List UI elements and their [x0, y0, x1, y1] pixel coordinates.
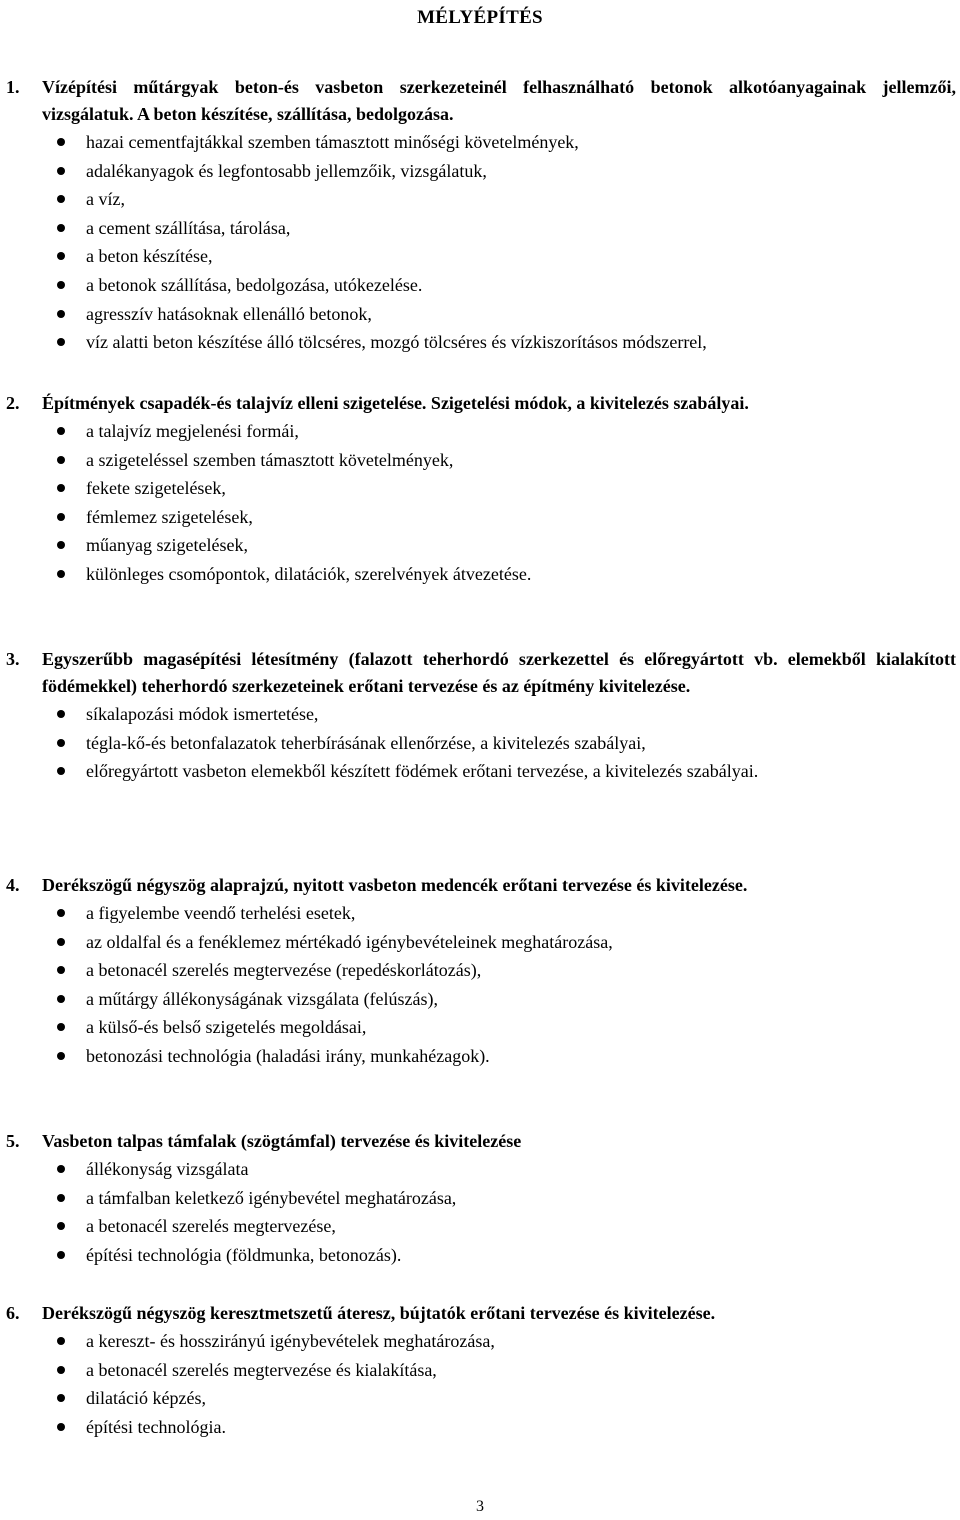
section-4: [6, 872, 956, 1071]
bullet-list: [6, 1155, 956, 1269]
page-number: 3: [476, 1498, 484, 1515]
list-item-text: az oldalfal és a fenéklemez mértékadó igénybevételeinek meghatározása,: [86, 931, 613, 952]
section-heading: [6, 872, 956, 899]
bullet-list: [6, 417, 956, 589]
bullet-icon: [57, 1165, 65, 1173]
bullet-list: [6, 700, 956, 786]
section-heading-text: Derékszögű négyszög keresztmetszetű áteresz, bújtatók erőtani tervezése és kivitelezése.: [42, 1303, 716, 1323]
bullet-icon: [57, 252, 65, 260]
list-item: [6, 1155, 956, 1184]
list-item-text: a műtárgy állékonyságának vizsgálata (felúszás),: [86, 988, 439, 1009]
list-item: [6, 1356, 956, 1385]
list-item: [6, 417, 956, 446]
bullet-icon: [57, 281, 65, 289]
list-item-text: agresszív hatásoknak ellenálló betonok,: [86, 303, 372, 324]
list-item: [6, 956, 956, 985]
bullet-list: [6, 128, 956, 357]
page-title: MÉLYÉPÍTÉS: [417, 7, 543, 28]
bullet-icon: [57, 338, 65, 346]
list-item-text: tégla-kő-és betonfalazatok teherbírásának ellenőrzése, a kivitelezés szabályai,: [86, 732, 646, 753]
list-item: [6, 446, 956, 475]
bullet-icon: [57, 767, 65, 775]
list-item: [6, 185, 956, 214]
list-item: [6, 242, 956, 271]
list-item-text: a külső-és belső szigetelés megoldásai,: [86, 1017, 367, 1038]
bullet-icon: [57, 167, 65, 175]
list-item: [6, 985, 956, 1014]
bullet-icon: [57, 995, 65, 1003]
list-item-text: a kereszt- és hosszirányú igénybevételek meghatározása,: [86, 1331, 495, 1351]
bullet-icon: [57, 1423, 65, 1431]
list-item-text: dilatáció képzés,: [86, 1388, 206, 1409]
bullet-icon: [57, 1337, 65, 1345]
list-item: [6, 899, 956, 928]
bullet-icon: [57, 938, 65, 946]
list-item-text: betonozási technológia (haladási irány, munkahézagok).: [86, 1045, 490, 1066]
bullet-list: [6, 899, 956, 1071]
list-item-text: síkalapozási módok ismertetése,: [86, 704, 319, 724]
list-item: [6, 928, 956, 957]
list-item: [6, 1013, 956, 1042]
section-heading: [6, 1300, 956, 1327]
bullet-icon: [57, 739, 65, 747]
bullet-icon: [57, 1394, 65, 1402]
section-5: [6, 1128, 956, 1269]
list-item-text: a beton készítése,: [86, 246, 213, 267]
list-item-text: építési technológia (földmunka, betonozás).: [86, 1244, 402, 1265]
list-item-text: a betonacél szerelés megtervezése és kialakítása,: [86, 1359, 437, 1380]
bullet-icon: [57, 1251, 65, 1259]
list-item: [6, 503, 956, 532]
list-item-text: a cement szállítása, tárolása,: [86, 217, 291, 238]
bullet-icon: [57, 456, 65, 464]
section-heading-text: Derékszögű négyszög alaprajzú, nyitott vasbeton medencék erőtani tervezése és kivitelezése.: [42, 875, 748, 895]
bullet-icon: [57, 710, 65, 718]
list-item-text: a betonacél szerelés megtervezése,: [86, 1216, 336, 1237]
section-number: 6.: [6, 1303, 20, 1323]
list-item-text: hazai cementfajtákkal szemben támasztott minőségi követelmények,: [86, 132, 579, 152]
list-item: [6, 271, 956, 300]
list-item: [6, 214, 956, 243]
list-item: [6, 757, 956, 786]
bullet-icon: [57, 1023, 65, 1031]
list-item-text: műanyag szigetelések,: [86, 535, 248, 556]
bullet-icon: [57, 1052, 65, 1060]
list-item: [6, 1241, 956, 1270]
list-item: [6, 300, 956, 329]
list-item-text: a figyelembe veendő terhelési esetek,: [86, 903, 356, 923]
section-number: 1.: [6, 77, 20, 97]
list-item-text: a betonok szállítása, bedolgozása, utókezelése.: [86, 274, 423, 295]
section-number: 3.: [6, 649, 20, 669]
section-6: [6, 1300, 956, 1441]
list-item: [6, 1384, 956, 1413]
list-item: [6, 729, 956, 758]
list-item-text: a talajvíz megjelenési formái,: [86, 421, 299, 441]
bullet-icon: [57, 1222, 65, 1230]
bullet-icon: [57, 224, 65, 232]
list-item-text: fekete szigetelések,: [86, 478, 226, 499]
section-2: [6, 390, 956, 589]
list-item: [6, 157, 956, 186]
bullet-icon: [57, 484, 65, 492]
section-heading: [6, 390, 956, 417]
section-heading-text: Vasbeton talpas támfalak (szögtámfal) tervezése és kivitelezése: [42, 1131, 522, 1151]
list-item: [6, 560, 956, 589]
section-heading-text: Vízépítési műtárgyak beton-és vasbeton szerkezeteinél felhasználható betonok alkotóanyagainak jellemzői, vizsgálatuk. A beton készítése, szállítása, bedolgozása.: [42, 77, 956, 124]
list-item-text: a szigeteléssel szemben támasztott követelmények,: [86, 449, 454, 470]
section-heading-text: Építmények csapadék-és talajvíz elleni szigetelése. Szigetelési módok, a kivitelezés szabályai.: [42, 393, 749, 413]
list-item: [6, 1184, 956, 1213]
list-item: [6, 700, 956, 729]
bullet-icon: [57, 541, 65, 549]
list-item-text: állékonyság vizsgálata: [86, 1159, 249, 1179]
bullet-icon: [57, 1366, 65, 1374]
bullet-icon: [57, 909, 65, 917]
list-item: [6, 531, 956, 560]
bullet-icon: [57, 427, 65, 435]
bullet-icon: [57, 1194, 65, 1202]
section-1: [6, 74, 956, 357]
section-heading-text: Egyszerűbb magasépítési létesítmény (falazott teherhordó szerkezettel és előregyártott vb. elemekből kialakított födémekkel) teherhordó szerkezeteinek erőtani tervezése és az építmény kivitelezése.: [42, 649, 956, 696]
list-item: [6, 1212, 956, 1241]
list-item-text: adalékanyagok és legfontosabb jellemzőik, vizsgálatuk,: [86, 160, 487, 181]
list-item: [6, 328, 956, 357]
section-3: [6, 646, 956, 786]
bullet-icon: [57, 195, 65, 203]
list-item-text: víz alatti beton készítése álló tölcséres, mozgó tölcséres és vízkiszorításos módszerrel,: [86, 332, 707, 353]
bullet-icon: [57, 570, 65, 578]
list-item-text: építési technológia.: [86, 1416, 226, 1437]
list-item-text: a támfalban keletkező igénybevétel meghatározása,: [86, 1187, 457, 1208]
section-number: 2.: [6, 393, 20, 413]
bullet-list: [6, 1327, 956, 1441]
list-item-text: különleges csomópontok, dilatációk, szerelvények átvezetése.: [86, 563, 532, 584]
list-item-text: a víz,: [86, 189, 125, 210]
list-item: [6, 128, 956, 157]
bullet-icon: [57, 513, 65, 521]
section-heading: [6, 74, 956, 128]
list-item: [6, 1327, 956, 1356]
section-heading: [6, 1128, 956, 1155]
section-number: 5.: [6, 1131, 20, 1151]
list-item: [6, 1413, 956, 1442]
bullet-icon: [57, 310, 65, 318]
section-heading: [6, 646, 956, 700]
section-number: 4.: [6, 875, 20, 895]
list-item-text: előregyártott vasbeton elemekből készített födémek erőtani tervezése, a kivitelezés szabályai.: [86, 761, 759, 782]
list-item: [6, 474, 956, 503]
list-item-text: fémlemez szigetelések,: [86, 506, 253, 527]
list-item-text: a betonacél szerelés megtervezése (repedéskorlátozás),: [86, 960, 482, 981]
bullet-icon: [57, 966, 65, 974]
list-item: [6, 1042, 956, 1071]
bullet-icon: [57, 138, 65, 146]
